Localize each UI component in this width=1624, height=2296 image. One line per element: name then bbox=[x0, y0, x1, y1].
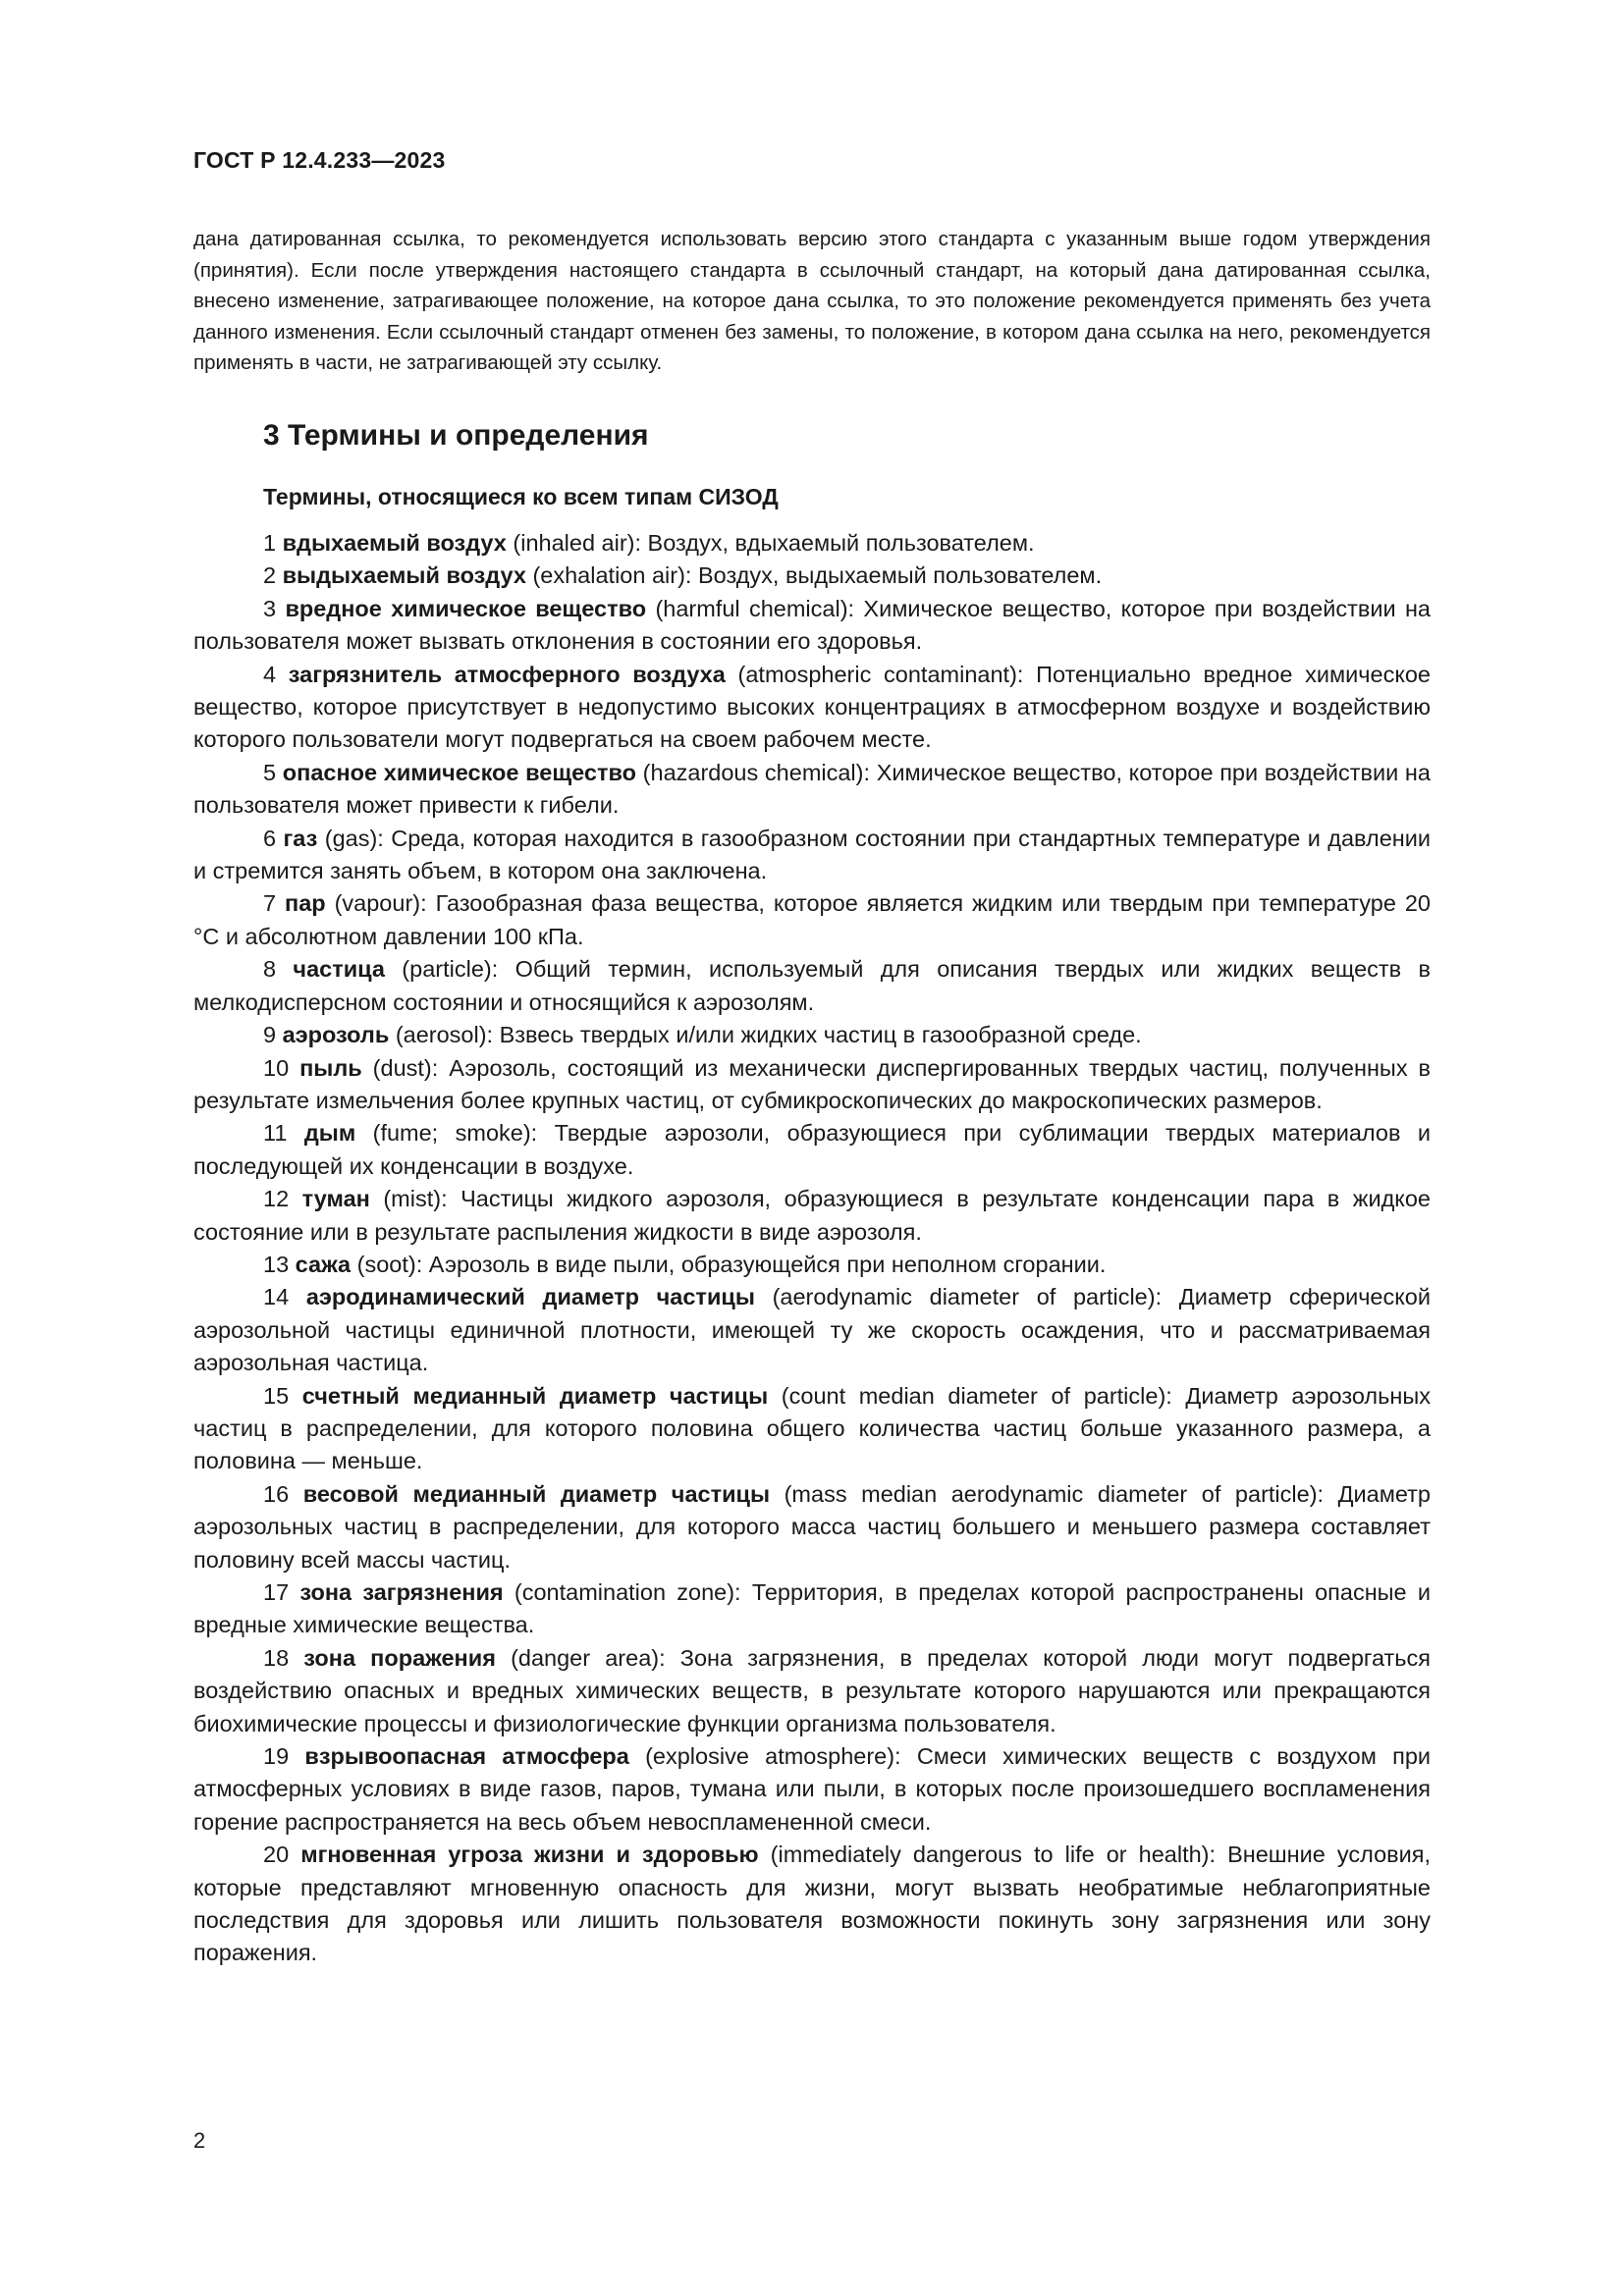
term-item bbox=[193, 1576, 1431, 1642]
term-number: 6 bbox=[263, 825, 277, 851]
term-definition: (count median diameter of particle): Диаметр аэрозольных частиц в распределении, для которого половина общего количества частиц больше указанного размера, а половина — меньше. bbox=[193, 1382, 1431, 1474]
term-name: вредное химическое вещество bbox=[285, 595, 647, 621]
term-item bbox=[193, 560, 1431, 592]
term-name: пар bbox=[285, 890, 326, 917]
term-number: 20 bbox=[263, 1842, 290, 1868]
term-number: 7 bbox=[263, 890, 277, 917]
term-item bbox=[193, 1839, 1431, 1970]
term-item bbox=[193, 593, 1431, 659]
term-name: туман bbox=[301, 1186, 370, 1212]
term-name: аэрозоль bbox=[282, 1022, 390, 1048]
term-item bbox=[193, 1249, 1431, 1281]
term-definition: (harmful chemical): Химическое вещество, которое при воздействии на пользователя может вызвать отклонения в состоянии его здоровья. bbox=[193, 595, 1432, 655]
term-name: мгновенная угроза жизни и здоровью bbox=[300, 1842, 759, 1868]
document-page bbox=[193, 0, 1431, 2296]
term-item bbox=[193, 1478, 1431, 1576]
term-number: 8 bbox=[263, 956, 277, 983]
term-number: 14 bbox=[263, 1284, 290, 1310]
term-number: 17 bbox=[263, 1579, 290, 1605]
term-definition: (atmospheric contaminant): Потенциально вредное химическое вещество, которое присутствует в недопустимо высоких концентрациях в атмосферном воздухе и воздействию которого пользователи могут подвергаться на своем рабочем месте. bbox=[193, 661, 1431, 753]
term-name: взрывоопасная атмосфера bbox=[304, 1743, 629, 1770]
term-name: выдыхаемый воздух bbox=[282, 562, 526, 589]
term-name: газ bbox=[283, 825, 318, 851]
term-item bbox=[193, 823, 1431, 888]
term-name: вдыхаемый воздух bbox=[282, 530, 507, 556]
term-name: счетный медианный диаметр частицы bbox=[301, 1382, 769, 1409]
term-definition: (dust): Аэрозоль, состоящий из механически диспергированных твердых частиц, полученных в результате измельчения более крупных частиц, от субмикроскопических до макроскопических размеров. bbox=[193, 1054, 1431, 1113]
term-item bbox=[193, 1380, 1431, 1478]
page-number: 2 bbox=[193, 2128, 206, 2153]
term-name: загрязнитель атмосферного воздуха bbox=[288, 661, 726, 687]
document-header-id: ГОСТ Р 12.4.233—2023 bbox=[193, 147, 446, 173]
term-definition: (hazardous chemical): Химическое вещество, которое при воздействии на пользователя может привести к гибели. bbox=[193, 759, 1431, 819]
term-item bbox=[193, 659, 1431, 757]
terms-list bbox=[193, 527, 1431, 1970]
term-name: сажа bbox=[295, 1251, 352, 1277]
term-number: 9 bbox=[263, 1022, 277, 1048]
term-item bbox=[193, 1183, 1431, 1249]
term-number: 4 bbox=[263, 661, 277, 687]
term-definition: (inhaled air): Воздух, вдыхаемый пользователем. bbox=[506, 530, 1035, 556]
term-item bbox=[193, 1281, 1431, 1379]
term-number: 13 bbox=[263, 1251, 290, 1277]
term-item bbox=[193, 1052, 1431, 1118]
term-definition: (fume; smoke): Твердые аэрозоли, образующиеся при сублимации твердых материалов и последующей их конденсации в воздухе. bbox=[193, 1120, 1431, 1179]
term-definition: (vapour): Газообразная фаза вещества, которое является жидким или твердым при температуре 20 °С и абсолютном давлении 100 кПа. bbox=[193, 890, 1431, 949]
term-definition: (contamination zone): Территория, в пределах которой распространены опасные и вредные химические вещества. bbox=[193, 1579, 1432, 1638]
term-definition: (soot): Аэрозоль в виде пыли, образующейся при неполном сгорании. bbox=[351, 1251, 1107, 1277]
term-number: 11 bbox=[263, 1120, 288, 1147]
term-definition: (gas): Среда, которая находится в газообразном состоянии при стандартных температуре и давлении и стремится занять объем, в котором она заключена. bbox=[193, 825, 1431, 884]
term-name: аэродинамический диаметр частицы bbox=[305, 1284, 755, 1310]
term-item bbox=[193, 757, 1431, 823]
term-definition: (aerodynamic diameter of particle): Диаметр сферической аэрозольной частицы единичной плотности, имеющей ту же скорость осаждения, что и рассматриваемая аэрозольная частица. bbox=[193, 1284, 1431, 1376]
term-number: 12 bbox=[263, 1186, 290, 1212]
term-definition: (explosive atmosphere): Смеси химических веществ с воздухом при атмосферных условиях в виде газов, паров, тумана или пыли, в которых после произошедшего воспламенения горение распространяется на весь объем невоспламененной смеси. bbox=[193, 1743, 1432, 1835]
term-definition: (danger area): Зона загрязнения, в пределах которой люди могут подвергаться воздействию опасных и вредных химических веществ, в результате которого нарушаются или прекращаются биохимические процессы и физиологические функции организма пользователя. bbox=[193, 1644, 1431, 1736]
term-definition: (immediately dangerous to life or health): Внешние условия, которые представляют мгновенную опасность для жизни, могут вызвать необратимые неблагоприятные последствия для здоровья или лишить пользователя возможности покинуть зону загрязнения или зону поражения. bbox=[193, 1842, 1432, 1966]
term-item bbox=[193, 887, 1431, 953]
term-definition: (mass median aerodynamic diameter of particle): Диаметр аэрозольных частиц в распределении, для которого масса частиц большего и меньшего размера составляет половину всей массы частиц. bbox=[193, 1480, 1431, 1573]
term-definition: (exhalation air): Воздух, выдыхаемый пользователем. bbox=[525, 562, 1103, 589]
term-number: 19 bbox=[263, 1743, 290, 1770]
term-number: 2 bbox=[263, 562, 277, 589]
term-item bbox=[193, 1642, 1431, 1740]
term-item bbox=[193, 1019, 1431, 1051]
term-number: 18 bbox=[263, 1644, 290, 1671]
term-number: 5 bbox=[263, 759, 277, 785]
term-name: опасное химическое вещество bbox=[282, 759, 636, 785]
term-name: зона загрязнения bbox=[299, 1579, 504, 1605]
term-item bbox=[193, 1117, 1431, 1183]
intro-paragraph: дана датированная ссылка, то рекомендуется использовать версию этого стандарта с указанным выше годом утверждения (принятия). Если после утверждения настоящего стандарта в ссылочный стандарт, на который дана датированная ссылка, внесено изменение, затрагивающее положение, на которое дана ссылка, то это положение рекомендуется применять без учета данного изменения. Если ссылочный стандарт отменен без замены, то положение, в котором дана ссылка на него, рекомендуется применять в части, не затрагивающей эту ссылку. bbox=[193, 228, 1431, 374]
term-definition: (particle): Общий термин, используемый для описания твердых или жидких веществ в мелкодисперсном состоянии и относящийся к аэрозолям. bbox=[193, 956, 1431, 1015]
term-name: пыль bbox=[299, 1054, 362, 1081]
term-number: 16 bbox=[263, 1480, 290, 1507]
term-name: дым bbox=[303, 1120, 356, 1147]
term-definition: (mist): Частицы жидкого аэрозоля, образующиеся в результате конденсации пара в жидкое состояние или в результате распыления жидкости в виде аэрозоля. bbox=[193, 1186, 1431, 1245]
term-number: 3 bbox=[263, 595, 277, 621]
term-name: частица bbox=[293, 956, 385, 983]
term-number: 10 bbox=[263, 1054, 290, 1081]
term-name: зона поражения bbox=[303, 1644, 496, 1671]
term-name: весовой медианный диаметр частицы bbox=[302, 1480, 771, 1507]
term-item bbox=[193, 953, 1431, 1019]
term-item bbox=[193, 1740, 1431, 1839]
section-title: 3 Термины и определения bbox=[263, 419, 649, 452]
term-definition: (aerosol): Взвесь твердых и/или жидких частиц в газообразной среде. bbox=[389, 1022, 1142, 1048]
term-number: 1 bbox=[263, 530, 277, 556]
term-number: 15 bbox=[263, 1382, 290, 1409]
subsection-title: Термины, относящиеся ко всем типам СИЗОД bbox=[263, 484, 779, 509]
term-item bbox=[193, 527, 1431, 560]
